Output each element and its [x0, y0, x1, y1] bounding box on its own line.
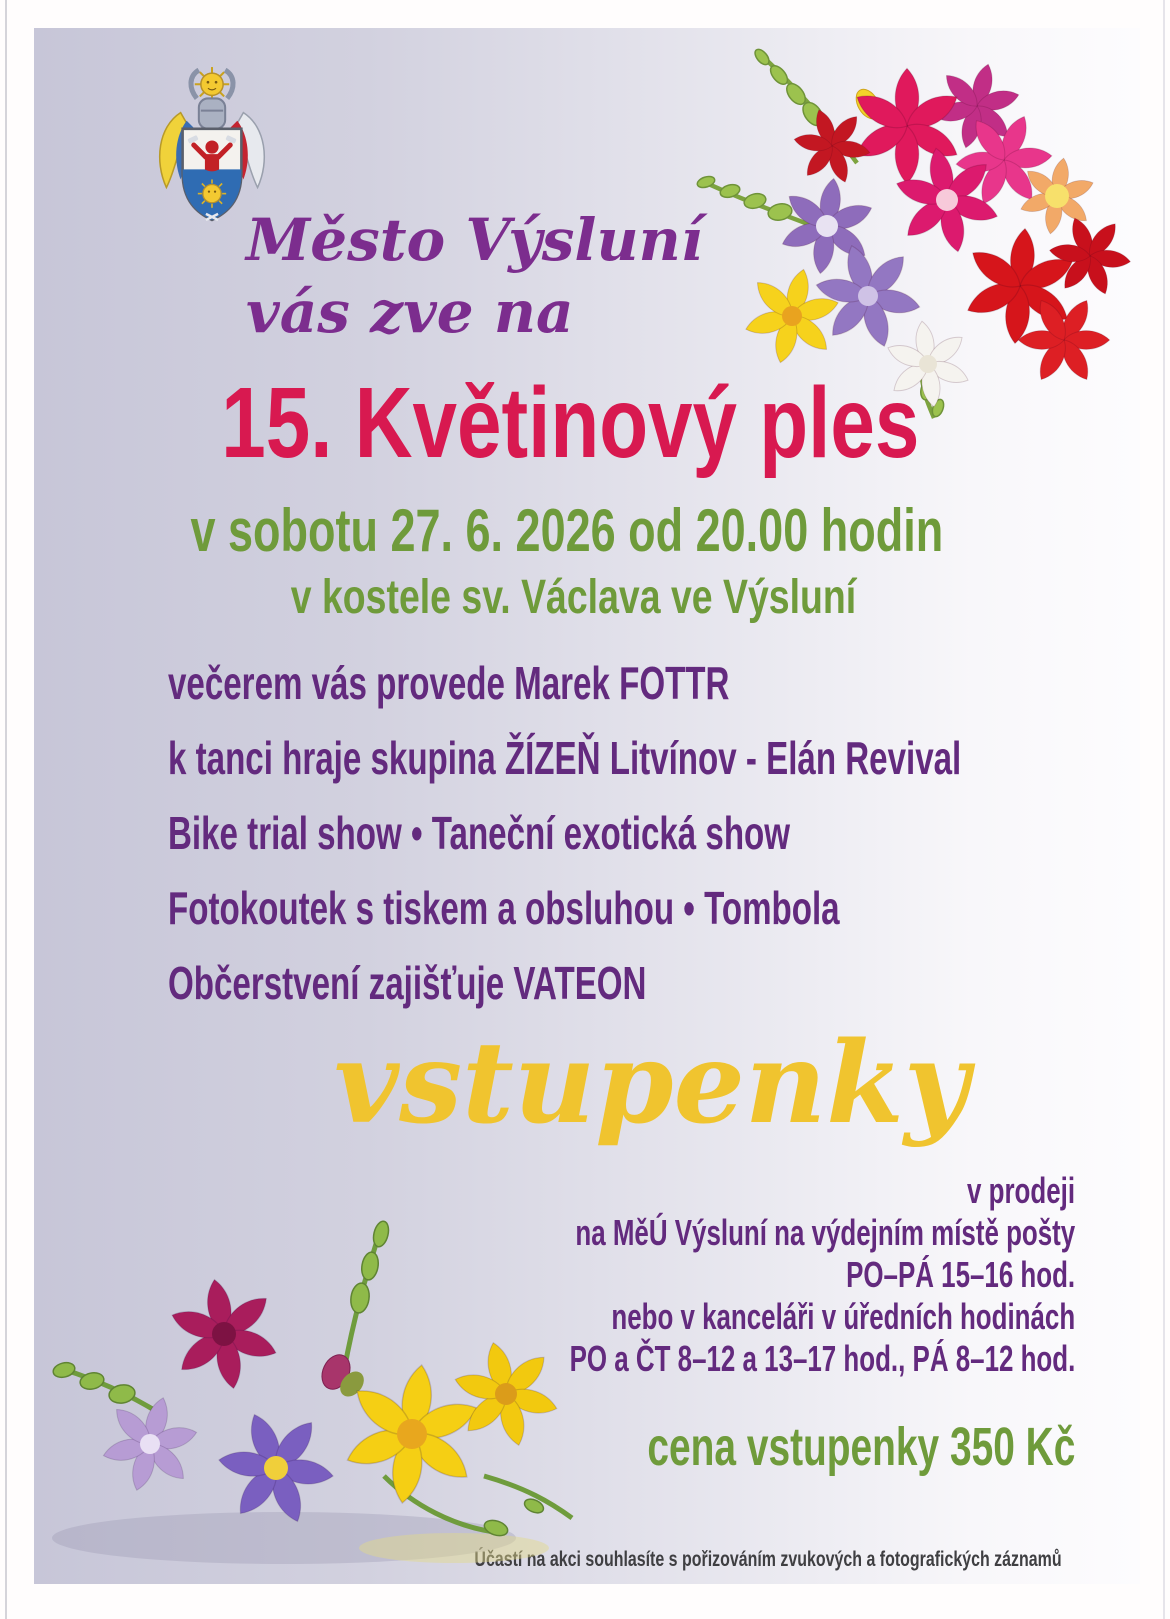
program-line-shows: [168, 806, 1032, 860]
program-line-catering: [168, 956, 833, 1010]
bouquet-top-right-image: [672, 28, 1140, 420]
program-line-host: [168, 656, 948, 710]
tickets-heading: vstupenky: [334, 1018, 969, 1149]
sales-line: nebo v kanceláři v úředních hodinách: [611, 1296, 1075, 1337]
poster-canvas: [34, 28, 1140, 1584]
program-line-text: Bike trial show • Taneční exotická show: [168, 807, 791, 859]
program-line-text: Fotokoutek s tiskem a obsluhou • Tombola: [168, 882, 840, 934]
disclaimer-text: Účastí na akci souhlasíte s pořizováním zvukových a fotografických záznamů: [474, 1548, 1062, 1571]
sales-line: PO–PÁ 15–16 hod.: [845, 1254, 1075, 1295]
sales-line: PO a ČT 8–12 a 13–17 hod., PÁ 8–12 hod.: [569, 1338, 1075, 1379]
coat-of-arms-icon: [146, 64, 278, 224]
program-line-photo-tombola: [168, 881, 1101, 935]
event-venue: v kostele sv. Václava ve Výsluní: [290, 571, 856, 624]
event-date-row: [34, 496, 1140, 565]
program-line-text: Občerstvení zajišťuje VATEON: [168, 957, 647, 1009]
sales-line: na MěÚ Výsluní na výdejním místě pošty: [575, 1212, 1075, 1253]
price-line: cena vstupenky 350 Kč: [647, 1417, 1075, 1477]
program-line-band: [168, 731, 1140, 785]
event-title-row: [34, 366, 1140, 481]
page-edge-right: [1163, 0, 1165, 1619]
bouquet-bottom-left-image: [34, 1176, 576, 1584]
event-venue-row: [34, 570, 1140, 625]
organizer-line2: vás zve na: [246, 278, 574, 346]
program-line-text: k tanci hraje skupina ŽÍZEŇ Litvínov - Elán Revival: [168, 732, 962, 784]
organizer-line1: Město Výsluní: [246, 206, 703, 274]
event-title: 15. Květinový ples: [220, 367, 920, 479]
program-line-text: večerem vás provede Marek FOTTR: [168, 657, 730, 709]
organizer-lines: [246, 204, 703, 348]
page-edge-left: [5, 0, 7, 1619]
sales-line: v prodeji: [966, 1170, 1075, 1211]
event-date: v sobotu 27. 6. 2026 od 20.00 hodin: [190, 497, 944, 564]
